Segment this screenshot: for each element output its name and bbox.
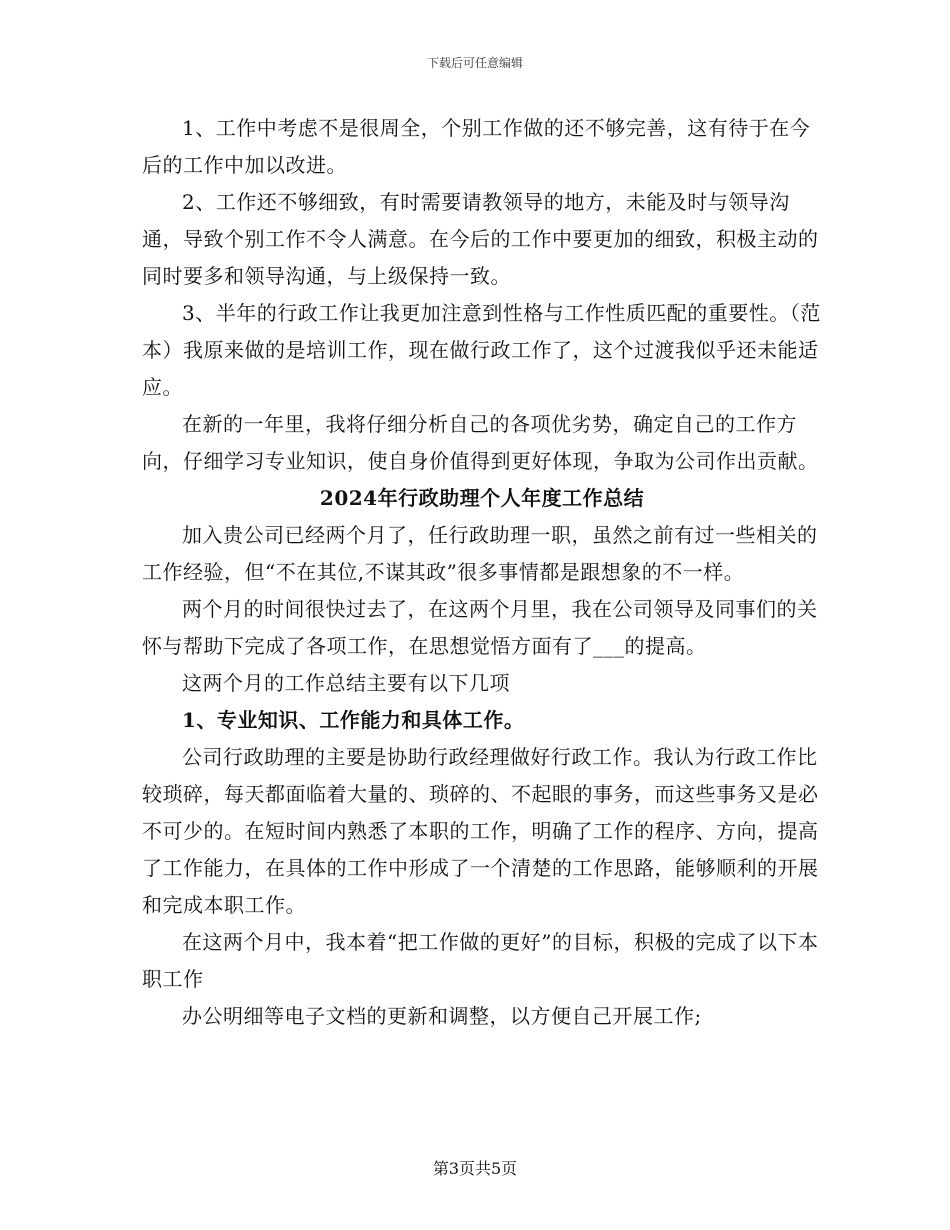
page-header-note: 下载后可任意编辑 bbox=[426, 56, 523, 70]
subsection-heading: 1、专业知识、工作能力和具体工作。 bbox=[182, 708, 525, 732]
document-body bbox=[142, 110, 822, 1035]
paragraph-4: 在新的一年里，我将仔细分析自己的各项优劣势，确定自己的工作方向，仔细学习专业知识，使自身价值得到更好体现，争取为公司作出贡献。 bbox=[142, 412, 819, 473]
paragraph-7: 这两个月的工作总结主要有以下几项 bbox=[182, 671, 510, 695]
paragraph-10: 在这两个月中，我本着“把工作做的更好”的目标，积极的完成了以下本职工作 bbox=[142, 930, 819, 991]
paragraph-3: 3、半年的行政工作让我更加注意到性格与工作性质匹配的重要性。（范本）我原来做的是培训工作，现在做行政工作了，这个过渡我似乎还未能适应。 bbox=[142, 301, 821, 399]
paragraph-5: 加入贵公司已经两个月了，任行政助理一职，虽然之前有过一些相关的工作经验，但“不在其位,不谋其政”很多事情都是跟想象的不一样。 bbox=[142, 523, 818, 584]
paragraph-9: 公司行政助理的主要是协助行政经理做好行政工作。我认为行政工作比较琐碎，每天都面临着大量的、琐碎的、不起眼的事务，而这些事务又是必不可少的。在短时间内熟悉了本职的工作，明确了工作的程序、方向，提高了工作能力，在具体的工作中形成了一个清楚的工作思路，能够顺利的开展和完成本职工作。 bbox=[142, 745, 819, 917]
paragraph-1: 1、工作中考虑不是很周全，个别工作做的还不够完善，这有待于在今后的工作中加以改进。 bbox=[142, 116, 811, 177]
paragraph-11: 办公明细等电子文档的更新和调整，以方便自己开展工作; bbox=[182, 1004, 702, 1028]
page-number: 第3页共5页 bbox=[432, 1159, 518, 1178]
paragraph-2: 2、工作还不够细致，有时需要请教领导的地方，未能及时与领导沟通，导致个别工作不令人满意。在今后的工作中要更加的细致，积极主动的同时要多和领导沟通，与上级保持一致。 bbox=[142, 190, 819, 288]
paragraph-6: 两个月的时间很快过去了，在这两个月里，我在公司领导及同事们的关怀与帮助下完成了各项工作，在思想觉悟方面有了___的提高。 bbox=[142, 597, 818, 658]
section-title: 2024年行政助理个人年度工作总结 bbox=[319, 486, 645, 510]
